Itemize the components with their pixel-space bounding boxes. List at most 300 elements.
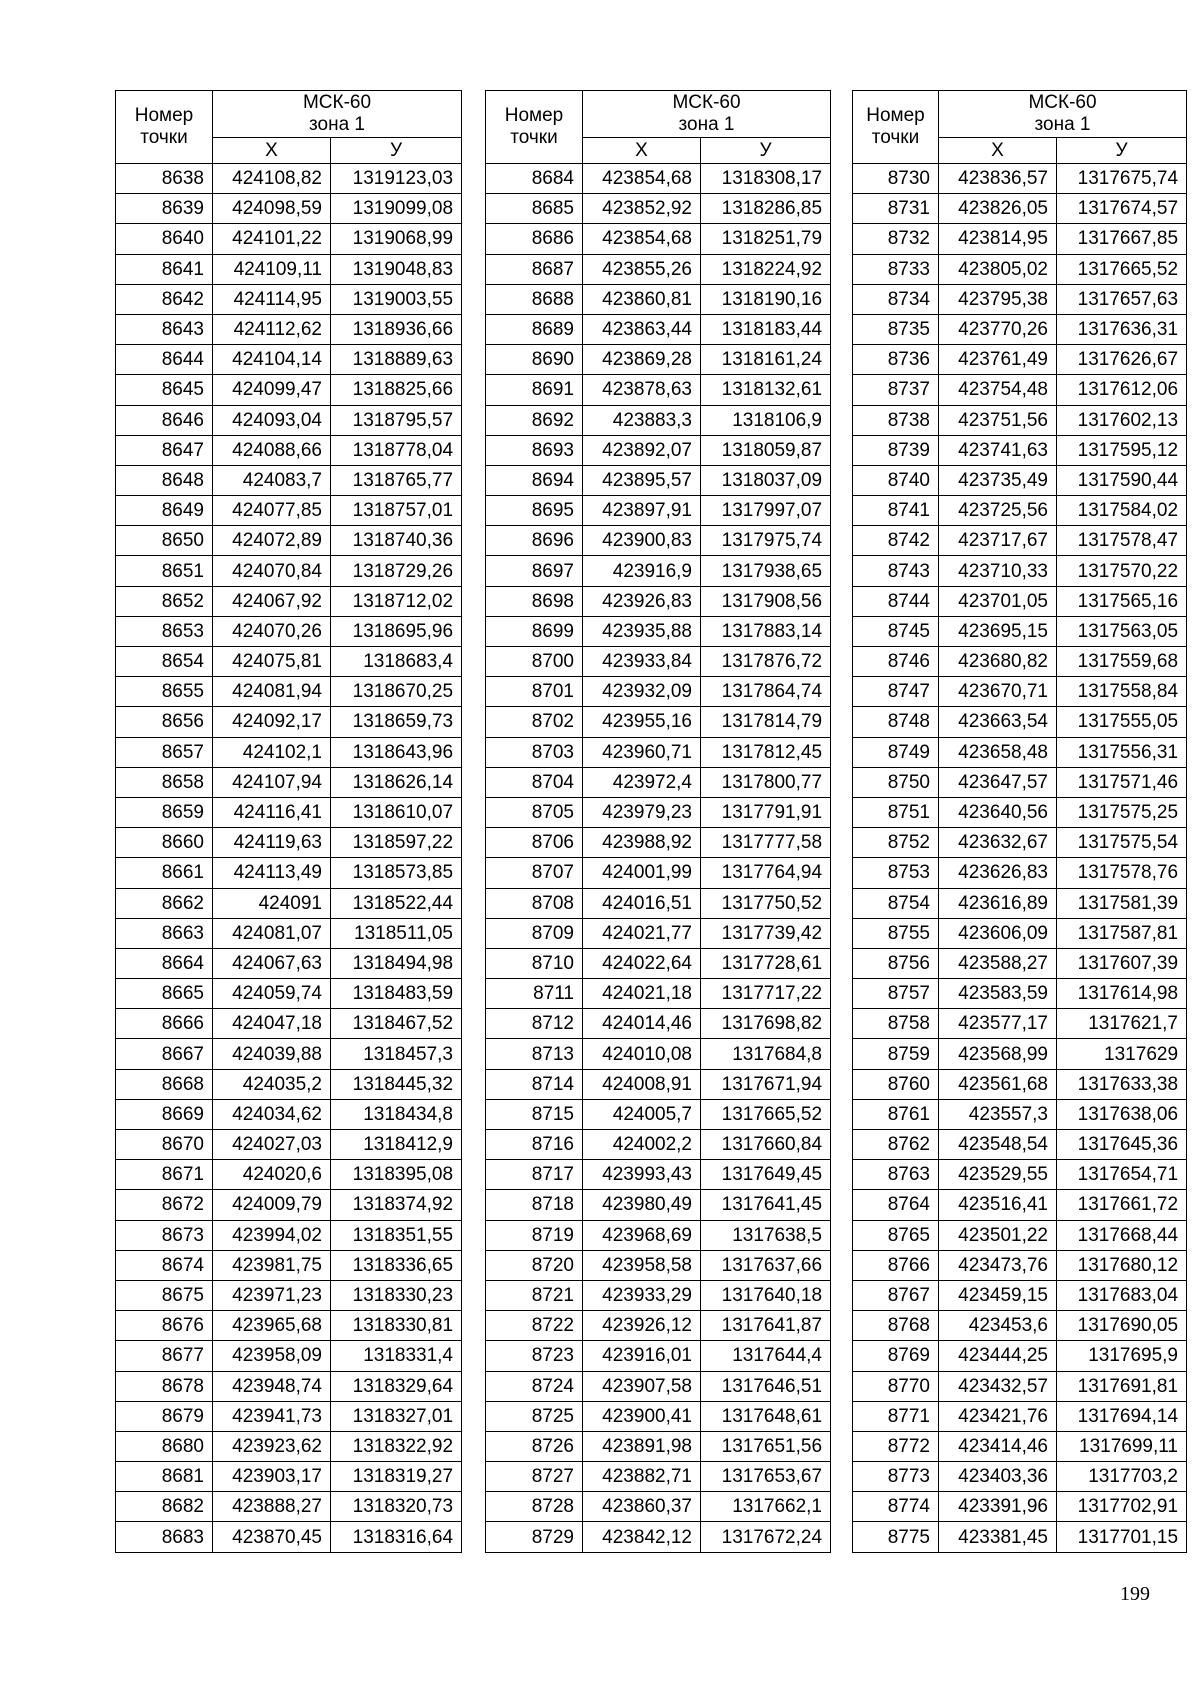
table-row	[116, 1311, 462, 1341]
y-coordinate-cell: 1317570,22	[1057, 556, 1187, 586]
table-row	[116, 1160, 462, 1190]
x-coordinate-cell: 424108,82	[213, 164, 331, 194]
y-coordinate-cell: 1317645,36	[1057, 1130, 1187, 1160]
point-number-cell: 8728	[486, 1492, 583, 1522]
x-coordinate-cell: 424099,47	[213, 375, 331, 405]
point-number-cell: 8746	[853, 647, 939, 677]
y-coordinate-cell: 1318330,81	[331, 1311, 462, 1341]
y-coordinate-cell: 1317575,25	[1057, 797, 1187, 827]
table-row	[116, 948, 462, 978]
y-coordinate-cell: 1318331,4	[331, 1341, 462, 1371]
y-coordinate-cell: 1318740,36	[331, 526, 462, 556]
point-number-cell: 8707	[486, 858, 583, 888]
table-row	[486, 1341, 831, 1371]
table-row	[116, 254, 462, 284]
y-coordinate-cell: 1318037,09	[701, 465, 831, 495]
table-row	[116, 1522, 462, 1552]
table-row	[486, 1311, 831, 1341]
y-coordinate-cell: 1318320,73	[331, 1492, 462, 1522]
table-row	[486, 979, 831, 1009]
x-coordinate-cell: 423647,57	[939, 767, 1057, 797]
table-row	[116, 375, 462, 405]
y-coordinate-cell: 1317633,38	[1057, 1069, 1187, 1099]
y-coordinate-cell: 1318659,73	[331, 707, 462, 737]
x-coordinate-cell: 423888,27	[213, 1492, 331, 1522]
x-coordinate-cell: 423980,49	[583, 1190, 701, 1220]
x-coordinate-cell: 423895,57	[583, 465, 701, 495]
point-number-cell: 8697	[486, 556, 583, 586]
coordinate-system-header: МСК-60 зона 1	[213, 91, 462, 138]
x-coordinate-cell: 424035,2	[213, 1069, 331, 1099]
y-coordinate-cell: 1317728,61	[701, 948, 831, 978]
point-number-cell: 8689	[486, 314, 583, 344]
x-coordinate-cell: 423965,68	[213, 1311, 331, 1341]
x-coordinate-cell: 423891,98	[583, 1431, 701, 1461]
point-number-cell: 8771	[853, 1401, 939, 1431]
x-coordinate-cell: 423717,67	[939, 526, 1057, 556]
y-coordinate-cell: 1318670,25	[331, 677, 462, 707]
x-coordinate-cell: 424009,79	[213, 1190, 331, 1220]
table-row	[116, 1462, 462, 1492]
point-number-cell: 8706	[486, 828, 583, 858]
y-coordinate-cell: 1317750,52	[701, 888, 831, 918]
table-row	[486, 1039, 831, 1069]
point-number-cell: 8671	[116, 1160, 213, 1190]
point-number-cell: 8654	[116, 647, 213, 677]
x-coordinate-cell: 423958,58	[583, 1250, 701, 1280]
y-coordinate-cell: 1317691,81	[1057, 1371, 1187, 1401]
point-number-cell: 8675	[116, 1280, 213, 1310]
y-coordinate-cell: 1317575,54	[1057, 828, 1187, 858]
table-row	[486, 1371, 831, 1401]
table-row	[486, 465, 831, 495]
y-coordinate-cell: 1318683,4	[331, 647, 462, 677]
point-number-cell: 8688	[486, 284, 583, 314]
table-row	[853, 1311, 1187, 1341]
y-coordinate-cell: 1317638,06	[1057, 1099, 1187, 1129]
y-coordinate-cell: 1317587,81	[1057, 918, 1187, 948]
table-row	[853, 797, 1187, 827]
x-coordinate-cell: 424008,91	[583, 1069, 701, 1099]
y-coordinate-cell: 1317701,15	[1057, 1522, 1187, 1552]
x-coordinate-cell: 423414,46	[939, 1431, 1057, 1461]
table-row	[116, 224, 462, 254]
y-coordinate-cell: 1317674,57	[1057, 194, 1187, 224]
y-coordinate-cell: 1317555,05	[1057, 707, 1187, 737]
table-row	[486, 1009, 831, 1039]
point-number-cell: 8734	[853, 284, 939, 314]
y-coordinate-cell: 1318626,14	[331, 767, 462, 797]
table-row	[116, 1371, 462, 1401]
table-row	[486, 647, 831, 677]
x-coordinate-cell: 423958,09	[213, 1341, 331, 1371]
y-coordinate-cell: 1318319,27	[331, 1462, 462, 1492]
point-number-cell: 8672	[116, 1190, 213, 1220]
table-row	[116, 164, 462, 194]
y-coordinate-cell: 1318316,64	[331, 1522, 462, 1552]
table-row	[486, 284, 831, 314]
point-number-cell: 8758	[853, 1009, 939, 1039]
x-coordinate-cell: 423473,76	[939, 1250, 1057, 1280]
x-coordinate-cell: 423860,81	[583, 284, 701, 314]
x-coordinate-cell: 423842,12	[583, 1522, 701, 1552]
table-row	[853, 496, 1187, 526]
table-row	[486, 737, 831, 767]
table-row	[116, 647, 462, 677]
table-row	[116, 707, 462, 737]
y-coordinate-cell: 1317672,24	[701, 1522, 831, 1552]
table-row	[116, 616, 462, 646]
x-coordinate-cell: 423903,17	[213, 1462, 331, 1492]
x-coordinate-cell: 423459,15	[939, 1280, 1057, 1310]
y-coordinate-cell: 1317739,42	[701, 918, 831, 948]
table-row	[486, 948, 831, 978]
point-number-cell: 8668	[116, 1069, 213, 1099]
table-row	[853, 526, 1187, 556]
x-coordinate-cell: 424077,85	[213, 496, 331, 526]
y-coordinate-cell: 1318183,44	[701, 314, 831, 344]
x-coordinate-cell: 424020,6	[213, 1160, 331, 1190]
table-row	[486, 526, 831, 556]
x-coordinate-cell: 423421,76	[939, 1401, 1057, 1431]
x-coordinate-cell: 424083,7	[213, 465, 331, 495]
table-row	[116, 797, 462, 827]
point-number-cell: 8727	[486, 1462, 583, 1492]
y-coordinate-cell: 1317636,31	[1057, 314, 1187, 344]
x-coordinate-cell: 423933,29	[583, 1280, 701, 1310]
point-number-cell: 8764	[853, 1190, 939, 1220]
table-row	[116, 556, 462, 586]
table-row	[853, 677, 1187, 707]
point-number-cell: 8736	[853, 345, 939, 375]
point-number-header: Номер точки	[486, 91, 583, 164]
x-coordinate-cell: 423941,73	[213, 1401, 331, 1431]
y-coordinate-cell: 1318778,04	[331, 435, 462, 465]
x-coordinate-cell: 423391,96	[939, 1492, 1057, 1522]
table-row	[853, 1069, 1187, 1099]
point-number-header: Номер точки	[853, 91, 939, 164]
x-coordinate-cell: 423900,41	[583, 1401, 701, 1431]
table-row	[486, 1220, 831, 1250]
x-coordinate-cell: 424002,2	[583, 1130, 701, 1160]
y-coordinate-cell: 1317653,67	[701, 1462, 831, 1492]
y-coordinate-cell: 1317800,77	[701, 767, 831, 797]
y-coordinate-cell: 1317637,66	[701, 1250, 831, 1280]
point-number-cell: 8644	[116, 345, 213, 375]
y-column-header: У	[331, 138, 462, 164]
point-number-cell: 8769	[853, 1341, 939, 1371]
y-coordinate-cell: 1318795,57	[331, 405, 462, 435]
x-coordinate-cell: 423863,44	[583, 314, 701, 344]
y-coordinate-cell: 1317578,76	[1057, 858, 1187, 888]
x-coordinate-cell: 423870,45	[213, 1522, 331, 1552]
table-row	[116, 1341, 462, 1371]
x-coordinate-cell: 423741,63	[939, 435, 1057, 465]
table-row	[486, 1492, 831, 1522]
x-coordinate-cell: 423836,57	[939, 164, 1057, 194]
x-coordinate-cell: 424070,26	[213, 616, 331, 646]
y-coordinate-cell: 1318059,87	[701, 435, 831, 465]
point-number-cell: 8726	[486, 1431, 583, 1461]
table-row	[853, 314, 1187, 344]
point-number-cell: 8720	[486, 1250, 583, 1280]
y-coordinate-cell: 1317662,1	[701, 1492, 831, 1522]
x-coordinate-cell: 424113,49	[213, 858, 331, 888]
x-coordinate-cell: 424059,74	[213, 979, 331, 1009]
table-row	[486, 1462, 831, 1492]
y-coordinate-cell: 1317629	[1057, 1039, 1187, 1069]
point-number-cell: 8666	[116, 1009, 213, 1039]
y-coordinate-cell: 1317777,58	[701, 828, 831, 858]
table-row	[486, 1522, 831, 1552]
point-number-cell: 8669	[116, 1099, 213, 1129]
point-number-cell: 8712	[486, 1009, 583, 1039]
point-number-cell: 8725	[486, 1401, 583, 1431]
y-coordinate-cell: 1317660,84	[701, 1130, 831, 1160]
y-coordinate-cell: 1317665,52	[701, 1099, 831, 1129]
table-row	[116, 1431, 462, 1461]
y-coordinate-cell: 1318330,23	[331, 1280, 462, 1310]
point-number-cell: 8710	[486, 948, 583, 978]
table-row	[853, 1250, 1187, 1280]
point-number-cell: 8692	[486, 405, 583, 435]
point-number-cell: 8652	[116, 586, 213, 616]
y-coordinate-cell: 1317581,39	[1057, 888, 1187, 918]
y-coordinate-cell: 1318322,92	[331, 1431, 462, 1461]
x-coordinate-cell: 423869,28	[583, 345, 701, 375]
table-row	[486, 375, 831, 405]
table-row	[486, 435, 831, 465]
y-coordinate-cell: 1317668,44	[1057, 1220, 1187, 1250]
point-number-cell: 8667	[116, 1039, 213, 1069]
point-number-cell: 8731	[853, 194, 939, 224]
point-number-cell: 8767	[853, 1280, 939, 1310]
y-coordinate-cell: 1317651,56	[701, 1431, 831, 1461]
x-coordinate-cell: 423854,68	[583, 164, 701, 194]
x-coordinate-cell: 423933,84	[583, 647, 701, 677]
y-coordinate-cell: 1318825,66	[331, 375, 462, 405]
point-number-cell: 8775	[853, 1522, 939, 1552]
table-row	[853, 1280, 1187, 1310]
table-row	[116, 1492, 462, 1522]
y-coordinate-cell: 1317640,18	[701, 1280, 831, 1310]
point-number-cell: 8751	[853, 797, 939, 827]
point-number-cell: 8740	[853, 465, 939, 495]
x-coordinate-cell: 424075,81	[213, 647, 331, 677]
y-coordinate-cell: 1317814,79	[701, 707, 831, 737]
point-number-cell: 8721	[486, 1280, 583, 1310]
x-coordinate-cell: 424081,07	[213, 918, 331, 948]
table-row	[853, 828, 1187, 858]
y-coordinate-cell: 1317683,04	[1057, 1280, 1187, 1310]
table-row	[853, 194, 1187, 224]
x-coordinate-cell: 423453,6	[939, 1311, 1057, 1341]
y-coordinate-cell: 1318457,3	[331, 1039, 462, 1069]
y-coordinate-cell: 1317571,46	[1057, 767, 1187, 797]
table-row	[853, 1431, 1187, 1461]
x-coordinate-cell: 423993,43	[583, 1160, 701, 1190]
y-coordinate-cell: 1317559,68	[1057, 647, 1187, 677]
y-coordinate-cell: 1319099,08	[331, 194, 462, 224]
x-coordinate-cell: 424114,95	[213, 284, 331, 314]
table-row	[853, 979, 1187, 1009]
table-row	[116, 465, 462, 495]
y-coordinate-cell: 1317612,06	[1057, 375, 1187, 405]
y-coordinate-cell: 1318351,55	[331, 1220, 462, 1250]
table-row	[853, 1009, 1187, 1039]
point-number-cell: 8680	[116, 1431, 213, 1461]
point-number-cell: 8747	[853, 677, 939, 707]
point-number-cell: 8684	[486, 164, 583, 194]
y-coordinate-cell: 1317558,84	[1057, 677, 1187, 707]
y-coordinate-cell: 1317695,9	[1057, 1341, 1187, 1371]
y-coordinate-cell: 1318597,22	[331, 828, 462, 858]
point-number-cell: 8719	[486, 1220, 583, 1250]
table-row	[853, 767, 1187, 797]
x-coordinate-cell: 423900,83	[583, 526, 701, 556]
point-number-cell: 8683	[116, 1522, 213, 1552]
y-coordinate-cell: 1319048,83	[331, 254, 462, 284]
x-coordinate-cell: 423878,63	[583, 375, 701, 405]
y-coordinate-cell: 1317684,8	[701, 1039, 831, 1069]
y-coordinate-cell: 1318765,77	[331, 465, 462, 495]
x-coordinate-cell: 423735,49	[939, 465, 1057, 495]
table-row	[853, 737, 1187, 767]
point-number-cell: 8694	[486, 465, 583, 495]
x-coordinate-cell: 424005,7	[583, 1099, 701, 1129]
table-row	[853, 1160, 1187, 1190]
x-coordinate-cell: 424093,04	[213, 405, 331, 435]
point-number-cell: 8755	[853, 918, 939, 948]
point-number-cell: 8756	[853, 948, 939, 978]
x-coordinate-cell: 423968,69	[583, 1220, 701, 1250]
x-coordinate-cell: 423854,68	[583, 224, 701, 254]
point-number-cell: 8730	[853, 164, 939, 194]
y-coordinate-cell: 1318445,32	[331, 1069, 462, 1099]
point-number-cell: 8708	[486, 888, 583, 918]
y-coordinate-cell: 1318336,65	[331, 1250, 462, 1280]
table-row	[116, 737, 462, 767]
y-coordinate-cell: 1318643,96	[331, 737, 462, 767]
y-coordinate-cell: 1317556,31	[1057, 737, 1187, 767]
point-number-cell: 8699	[486, 616, 583, 646]
table-row	[486, 616, 831, 646]
table-row	[853, 1371, 1187, 1401]
x-coordinate-cell: 423935,88	[583, 616, 701, 646]
y-coordinate-cell: 1317876,72	[701, 647, 831, 677]
y-coordinate-cell: 1317563,05	[1057, 616, 1187, 646]
point-number-cell: 8660	[116, 828, 213, 858]
table-row	[116, 1009, 462, 1039]
x-coordinate-cell: 424092,17	[213, 707, 331, 737]
x-coordinate-cell: 423577,17	[939, 1009, 1057, 1039]
point-number-cell: 8677	[116, 1341, 213, 1371]
table-row	[486, 224, 831, 254]
x-coordinate-cell: 423632,67	[939, 828, 1057, 858]
x-coordinate-cell: 423988,92	[583, 828, 701, 858]
x-coordinate-cell: 424107,94	[213, 767, 331, 797]
x-coordinate-cell: 424016,51	[583, 888, 701, 918]
point-number-cell: 8670	[116, 1130, 213, 1160]
x-coordinate-cell: 424067,92	[213, 586, 331, 616]
coordinate-system-header: МСК-60 зона 1	[939, 91, 1187, 138]
x-coordinate-cell: 423710,33	[939, 556, 1057, 586]
y-coordinate-cell: 1318374,92	[331, 1190, 462, 1220]
x-coordinate-cell: 423658,48	[939, 737, 1057, 767]
point-number-cell: 8760	[853, 1069, 939, 1099]
y-coordinate-cell: 1318712,02	[331, 586, 462, 616]
table-row	[116, 1190, 462, 1220]
x-coordinate-cell: 423882,71	[583, 1462, 701, 1492]
y-coordinate-cell: 1318889,63	[331, 345, 462, 375]
x-coordinate-cell: 423561,68	[939, 1069, 1057, 1099]
point-number-cell: 8735	[853, 314, 939, 344]
point-number-cell: 8704	[486, 767, 583, 797]
x-coordinate-cell: 424116,41	[213, 797, 331, 827]
table-row	[116, 1099, 462, 1129]
table-row	[486, 858, 831, 888]
table-row	[116, 979, 462, 1009]
x-coordinate-cell: 423557,3	[939, 1099, 1057, 1129]
point-number-cell: 8723	[486, 1341, 583, 1371]
table-row	[116, 284, 462, 314]
table-row	[486, 888, 831, 918]
table-row	[116, 1220, 462, 1250]
y-coordinate-cell: 1317565,16	[1057, 586, 1187, 616]
x-coordinate-cell: 423516,41	[939, 1190, 1057, 1220]
point-number-cell: 8773	[853, 1462, 939, 1492]
point-number-cell: 8749	[853, 737, 939, 767]
point-number-cell: 8711	[486, 979, 583, 1009]
point-number-cell: 8690	[486, 345, 583, 375]
y-coordinate-cell: 1317626,67	[1057, 345, 1187, 375]
coordinate-system-header: МСК-60 зона 1	[583, 91, 831, 138]
table-row	[853, 375, 1187, 405]
x-coordinate-cell: 423971,23	[213, 1280, 331, 1310]
x-coordinate-cell: 423795,38	[939, 284, 1057, 314]
x-coordinate-cell: 423701,05	[939, 586, 1057, 616]
x-coordinate-cell: 424067,63	[213, 948, 331, 978]
y-coordinate-cell: 1318757,01	[331, 496, 462, 526]
x-coordinate-cell: 423501,22	[939, 1220, 1057, 1250]
table-row	[853, 918, 1187, 948]
x-coordinate-cell: 424034,62	[213, 1099, 331, 1129]
table-row	[486, 314, 831, 344]
y-coordinate-cell: 1318412,9	[331, 1130, 462, 1160]
x-coordinate-cell: 423381,45	[939, 1522, 1057, 1552]
point-number-header: Номер точки	[116, 91, 213, 164]
point-number-cell: 8713	[486, 1039, 583, 1069]
y-coordinate-cell: 1317657,63	[1057, 284, 1187, 314]
x-coordinate-cell: 424021,18	[583, 979, 701, 1009]
point-number-cell: 8737	[853, 375, 939, 405]
y-coordinate-cell: 1317649,45	[701, 1160, 831, 1190]
table-row	[853, 858, 1187, 888]
table-row	[486, 767, 831, 797]
x-coordinate-cell: 423548,54	[939, 1130, 1057, 1160]
y-coordinate-cell: 1318132,61	[701, 375, 831, 405]
point-number-cell: 8741	[853, 496, 939, 526]
x-column-header: Х	[583, 138, 701, 164]
table-row	[853, 284, 1187, 314]
x-coordinate-cell: 424010,08	[583, 1039, 701, 1069]
point-number-cell: 8700	[486, 647, 583, 677]
point-number-cell: 8661	[116, 858, 213, 888]
y-coordinate-cell: 1317654,71	[1057, 1160, 1187, 1190]
point-number-cell: 8705	[486, 797, 583, 827]
point-number-cell: 8768	[853, 1311, 939, 1341]
y-coordinate-cell: 1318511,05	[331, 918, 462, 948]
